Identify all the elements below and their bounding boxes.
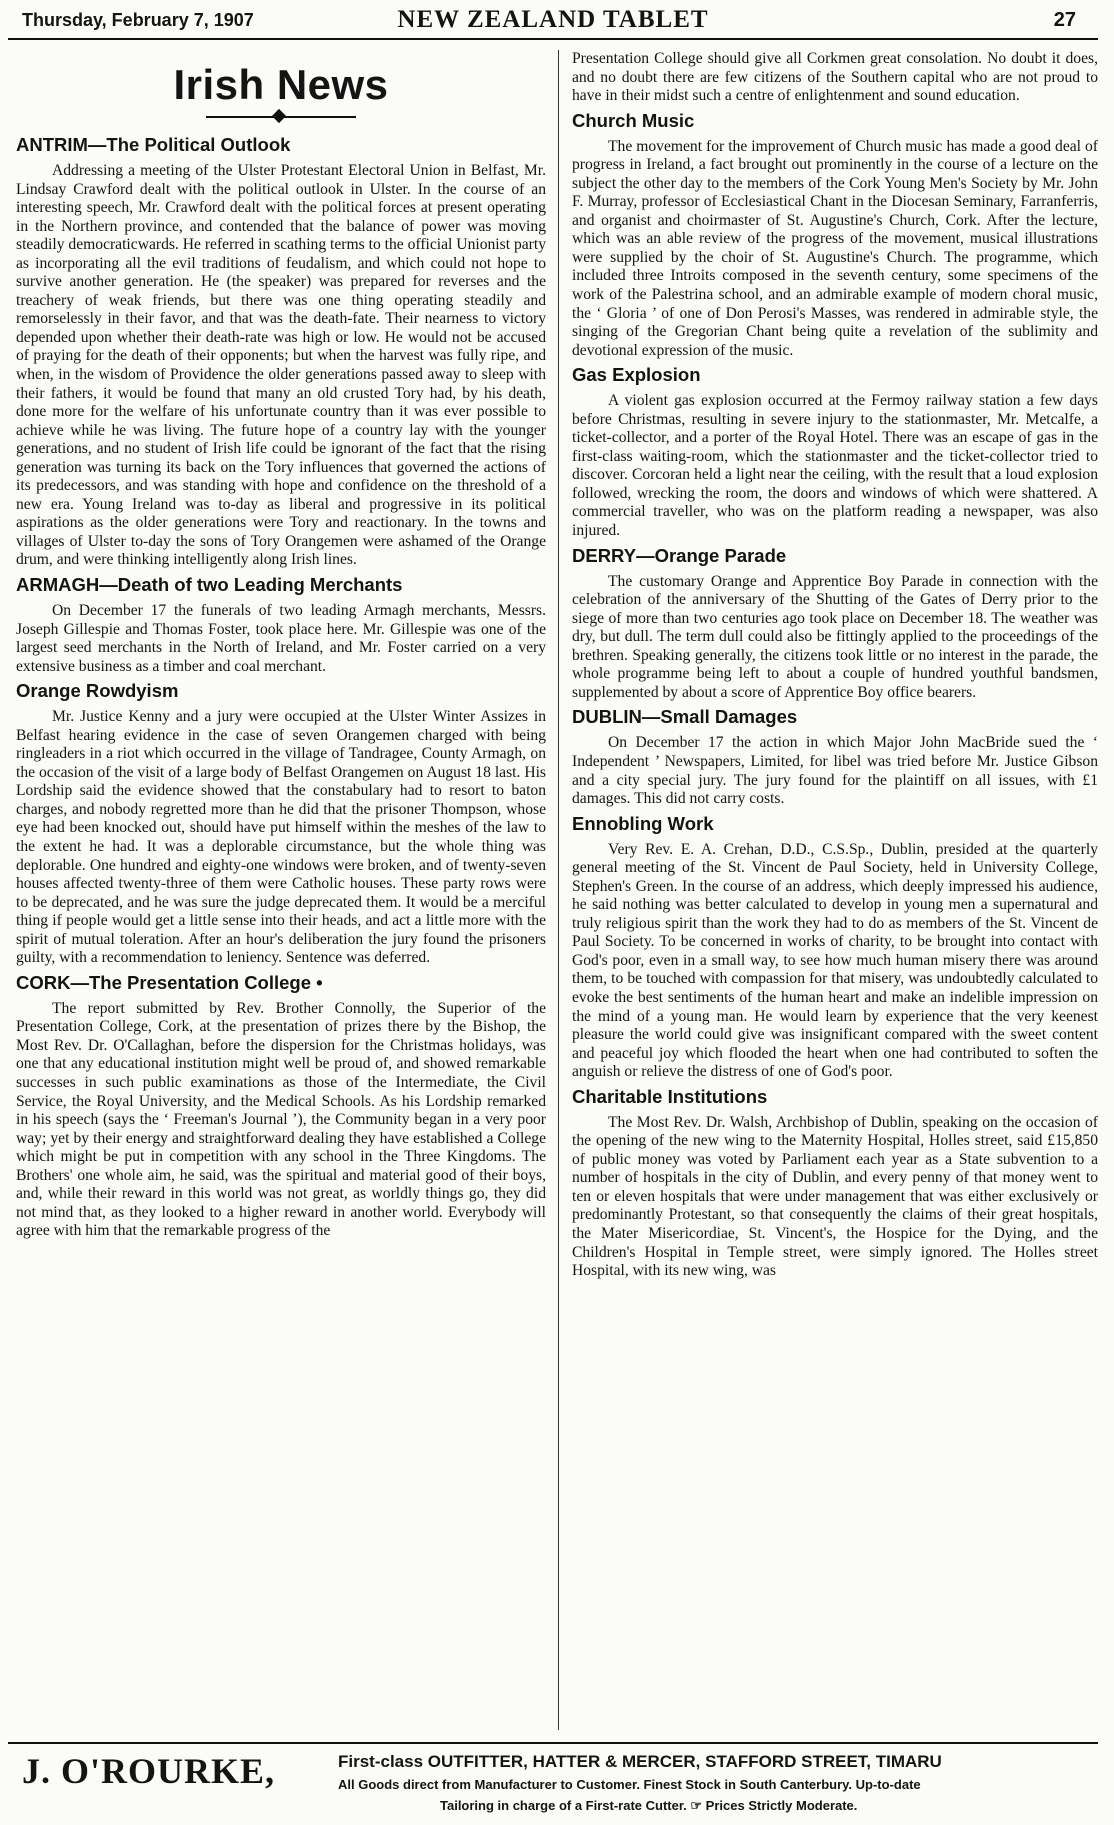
article-paragraph: The customary Orange and Apprentice Boy Parade in connection with the celebration of the anniversary of the Shutting of the Gates of Derry prior to the siege of more than two centuries ago took place on December 18. The weather was dry, but dull. The term dull could also be fittingly applied to the proceedings of the brethren. Speaking generally, the citizens took little or no interest in the parade, the whole programme being left to about a couple of hundred youthful bandsmen, supplemented by about a score of Apprentice Boy office bearers. xyxy=(572,572,1098,701)
article-heading: ARMAGH—Death of two Leading Merchants xyxy=(16,574,403,595)
article-paragraph: On December 17 the action in which Major John MacBride sued the ‘ Independent ’ Newspapers, Limited, for libel was tried before Mr. Justice Gibson and a city special jury. The jury found for the plaintiff on all issues, with £1 damages. This did not carry costs. xyxy=(572,734,1098,808)
article-heading: Gas Explosion xyxy=(572,364,701,386)
article-heading: CORK—The Presentation College • xyxy=(16,971,323,993)
section-title: Irish News xyxy=(173,61,389,108)
article xyxy=(16,134,546,570)
article-paragraph: On December 17 the funerals of two leading Armagh merchants, Messrs. Joseph Gillespie and Thomas Foster, took place here. Mr. Gillespie was one of the largest seed merchants in the North of Ireland, and Mr. Foster carried on a very extensive business as a timber and coal merchant. xyxy=(16,602,546,675)
right-column xyxy=(572,50,1098,1730)
article-paragraph: Very Rev. E. A. Crehan, D.D., C.S.Sp., Dublin, presided at the quarterly general meeting of the St. Vincent de Paul Society, held in University College, Stephen's Green. In the course of an address, which deeply impressed his audience, he said nothing was better calculated to develop in young men a supernatural and truly religious spirit than the work they had to do as members of the St. Vincent de Paul Society. To be concerned in works of charity, to be brought into contact with God's poor, even in a small way, to see how much human misery there was around them, to be touched with compassion for that misery, was undoubtedly calculated to evoke the best sentiments of the human heart and make an indelible impression on the mind of a young man. He would learn by experience that the very keenest pleasure the world could give was insignificant compared with the sweet content and peaceful joy which flooded the heart when one had contributed to soften the anguish or relieve the distress of one of God's poor. xyxy=(572,840,1098,1081)
article-heading: Charitable Institutions xyxy=(572,1085,768,1107)
article-heading: DUBLIN—Small Damages xyxy=(572,706,798,728)
page-number: 27 xyxy=(1053,9,1076,31)
diamond-ornament-icon xyxy=(272,109,286,123)
article-paragraph: Addressing a meeting of the Ulster Protestant Electoral Union in Belfast, Mr. Lindsay Crawford dealt with the political outlook in Ulster. In the course of an interesting speech, Mr. Crawford dealt with the political forces at present operating in the Northern province, and contended that the balance of power was moving steadily democraticwards. He referred in scathing terms to the official Unionist party as incorporating all the evil traditions of feudalism, and which could not hope to survive another generation. He (the speaker) was prepared for reverses and the treachery of weak friends, but there was one thing operating steadily and remorselessly in their favor, and that was the death-fate. Their nearness to victory depended upon whether their death-rate was high or low. He would not be accused of praying for the death of their opponents; but when the harvest was fully ripe, and when, in the wisdom of Providence the older generations passed away to sleep with their fathers, it would be found that many an old crusted Tory had, by his death, done more for the welfare of his unfortunate country than it was ever possible to achieve while he was living. The future hope of a country lay with the younger generations, and no student of Irish life could be ignorant of the fact that the rising generation was turning its back on the Tory influences that governed the actions of its predecessors, and was standing with hope and confidence on the threshold of a new era. Young Ireland was to-day as liberal and progressive in its political aspirations as the older generations were Tory and reactionary. In the towns and villages of Ulster to-day the sons of Tory Orangemen were ashamed of the Orange drum, and were thinking intelligently along Irish lines. xyxy=(16,161,546,569)
article-paragraph: Mr. Justice Kenny and a jury were occupied at the Ulster Winter Assizes in Belfast hearing evidence in the case of seven Orangemen charged with being ringleaders in a riot which occurred in the village of Tandragee, County Armagh, on the occasion of the visit of a large body of Belfast Orangemen on August 18 last. His Lordship said the evidence showed that the constabulary had to resort to baton charges, and nobody regretted more than he did that the prisoner Thompson, whose eye had been knocked out, should have put himself within the meshes of the law to the extent he had. It was a deplorable circumstance, but the whole thing was deplorable. One hundred and eighty-one windows were broken, and of twenty-seven houses affected twenty-three of them were Catholic houses. These party rows were to be deprecated, and he was sure the judge deprecated them. It would be a merciful thing if people would get a little sense into their heads, and act a little more with the spirit of mutual toleration. After an hour's deliberation the jury found the prisoners guilty, with a recommendation to leniency. Sentence was deferred. xyxy=(16,708,546,967)
article-paragraph: Presentation College should give all Corkmen great consolation. No doubt it does, and no doubt there are few citizens of the Southern capital who are not proud to have in their midst such a centre of enlightenment and sound education. xyxy=(572,50,1098,105)
column-divider xyxy=(558,50,559,1730)
left-column xyxy=(16,50,546,1730)
article-heading: Orange Rowdyism xyxy=(16,680,179,702)
article-paragraph: A violent gas explosion occurred at the Fermoy railway station a few days before Christmas, resulting in severe injury to the stationmaster, Mr. Metcalfe, a ticket-collector, and a porter of the Royal Hotel. There was an escape of gas in the first-class waiting-room, which the stationmaster and the ticket-collector tried to discover. Corcoran held a light near the ceiling, with the result that a loud explosion followed, wrecking the room, the doors and windows of which were shattered. A commercial traveller, who was on the platform reading a newspaper, was also injured. xyxy=(572,392,1098,540)
article xyxy=(572,110,1098,361)
article xyxy=(16,680,546,968)
article xyxy=(572,813,1098,1082)
article-heading: Ennobling Work xyxy=(572,812,714,834)
article-heading: Church Music xyxy=(572,109,695,131)
ornament-divider xyxy=(206,116,356,124)
article xyxy=(572,545,1098,703)
advertisement-line-3: Tailoring in charge of a First-rate Cutter. ☞ Prices Strictly Moderate. xyxy=(440,1798,858,1813)
article-paragraph: The report submitted by Rev. Brother Connolly, the Superior of the Presentation College, Cork, at the presentation of prizes there by the Bishop, the Most Rev. Dr. O'Callaghan, before the dispersion for the Christmas holidays, was one that any educational institution might well be proud of, and showed remarkable successes in such public examinations as those of the Intermediate, the Civil Service, the Royal University, and the Medical Schools. As his Lordship remarked in his speech (says the ‘ Freeman's Journal ’), the Community began in a very poor way; yet by their energy and straightforward dealing they have established a College which might be put in competition with any school in the Three Kingdoms. The Brothers' one whole aim, he said, was the spiritual and material good of their boys, and, while their reward in this world was not great, as worldly things go, they did not mind that, as they looked to a higher reward in another world. Everybody will agree with him that the remarkable progress of the xyxy=(16,999,546,1240)
article xyxy=(572,706,1098,808)
article-heading: ANTRIM—The Political Outlook xyxy=(16,133,291,155)
article xyxy=(572,364,1098,540)
advertisement xyxy=(8,1742,1098,1824)
article-paragraph: The Most Rev. Dr. Walsh, Archbishop of Dublin, speaking on the occasion of the opening of the new wing to the Maternity Hospital, Holles street, said £15,850 of public money was voted by Parliament each year as a State subvention to a number of hospitals in the city of Dublin, and every penny of that money went to ten or eleven hospitals that were under management that was either exclusively or predominantly Protestant, so that consequently the claims of their great hospitals, the Mater Misericordiae, St. Vincent's, the Hospice for the Dying, and the Children's Hospital in Temple street, were simply ignored. The Holles street Hospital, with its new wing, was xyxy=(572,1113,1098,1280)
advertiser-name: J. O'ROURKE, xyxy=(22,1751,276,1791)
article xyxy=(572,50,1098,106)
issue-date: Thursday, February 7, 1907 xyxy=(22,10,254,30)
article xyxy=(572,1086,1098,1281)
advertisement-line-2: All Goods direct from Manufacturer to Customer. Finest Stock in South Canterbury. Up-to-date xyxy=(338,1777,921,1792)
masthead xyxy=(8,4,1098,40)
advertisement-line-1: First-class OUTFITTER, HATTER & MERCER, STAFFORD STREET, TIMARU xyxy=(338,1752,942,1771)
newspaper-title: NEW ZEALAND TABLET xyxy=(397,6,709,33)
newspaper-page xyxy=(8,0,1106,1825)
article-paragraph: The movement for the improvement of Church music has made a good deal of progress in Ireland, a fact brought out prominently in the course of a lecture on the subject the other day to the members of the Cork Young Men's Society by Mr. John F. Murray, professor of Ecclesiastical Chant in the Diocesan Seminary, Farranferris, and organist and choirmaster of St. Augustine's Church, Cork. After the lecture, which was an able review of the progress of the movement, musical illustrations were supplied by the choir of St. Augustine's Church. The programme, which included three Introits composed in the seventh century, some specimens of the work of the Palestrina school, and an admirable example of modern choral music, the ‘ Gloria ’ of one of Don Perosi's Masses, was rendered in admirable style, the singing of the Gregorian Chant being quite a revelation of the sublimity and devotional expression of the music. xyxy=(572,137,1098,359)
article-heading: DERRY—Orange Parade xyxy=(572,544,787,566)
article xyxy=(16,972,546,1241)
article xyxy=(16,574,546,676)
